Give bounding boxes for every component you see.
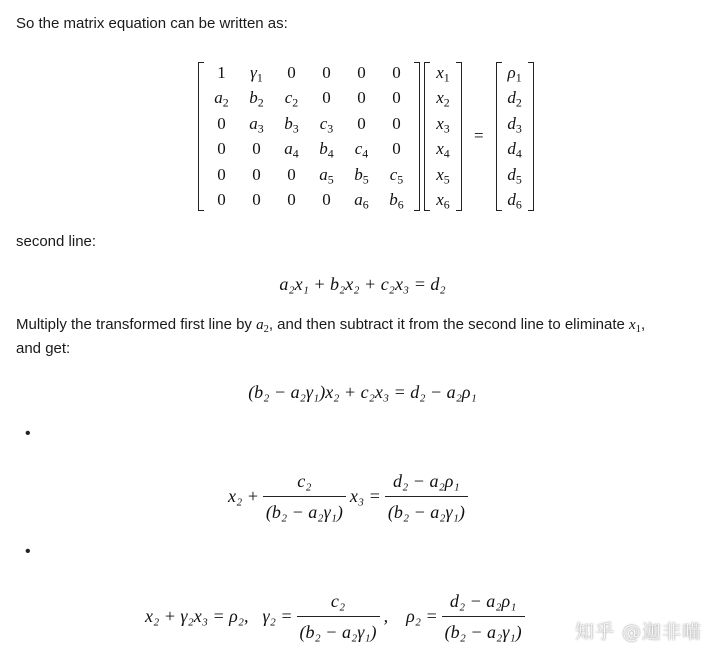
matrix-cell: 0 [322,62,331,82]
matrix-cell: $x_2$ [436,88,450,110]
matrix-cell: $d_6$ [507,190,522,212]
matrix-cell: 0 [287,190,296,209]
matrix-cell: $\gamma_1$ [250,62,263,85]
matrix-cell: $c_3$ [319,113,334,136]
fraction-rho2: $\frac{\text{d₂ − a₂ρ₁}}{\text{(b₂ − a₂γ₁)}}$ [442,590,525,643]
zhihu-watermark: 知乎 @迦非喵 [575,621,703,643]
matrix-cell: $d_4$ [507,139,522,161]
second-line-label: second line: [16,233,97,250]
normalized-equation: x₂ + $\frac{\text{c₂}}{\text{(b₂ − a₂γ₁)}}$ x₃ = $\frac{\text{d₂ − a₂ρ₁}}{\text{(b₂ − a₂γ₁)}}$ [228,470,472,523]
matrix-cell: 0 [287,62,296,82]
matrix-cell: 1 [217,62,226,82]
matrix-cell: $b_4$ [319,139,334,161]
final-equation: x₂ + γ₂x₃ = ρ₂, γ₂ = $\frac{\text{c₂}}{\text{(b₂ − a₂γ₁)}}$ , ρ₂ = $\frac{\text{d₂ − a₂ρ₁}}{\text{(b₂ − a₂γ₁)}}$ [145,590,529,643]
matrix-cell: 0 [252,190,261,209]
matrix-cell: 0 [217,113,226,133]
matrix-cell: $a_2$ [214,88,229,110]
var-x1: $x_1$ [629,317,641,336]
fraction-rhs: $\frac{\text{d₂ − a₂ρ₁}}{\text{(b₂ − a₂γ₁)}}$ [385,470,468,523]
matrix-cell: $a_4$ [284,139,299,161]
matrix-cell: $d_5$ [507,164,522,187]
fraction-c2: $\frac{\text{c₂}}{\text{(b₂ − a₂γ₁)}}$ [263,470,346,523]
matrix-cell: $x_1$ [436,62,450,85]
multiply-prefix: Multiply the transformed first line by [16,316,257,333]
matrix-cell: $a_5$ [319,164,334,187]
matrix-cell: $b_5$ [354,164,369,187]
matrix-cell: 0 [322,88,331,107]
bullet-1: • [25,425,31,442]
matrix-cell: $d_2$ [507,88,522,110]
equals-sign: = [474,126,484,145]
matrix-cell: $b_6$ [389,190,404,212]
matrix-cell: $a_6$ [354,190,369,212]
matrix-cell: 0 [287,164,296,184]
matrix-cell: $b_3$ [284,113,299,136]
rhs-vector [496,60,534,213]
second-line-equation: a₂x₁ + b₂x₂ + c₂x₃ = d₂ [279,274,446,294]
matrix-cell: $x_5$ [436,164,450,187]
coefficient-matrix [198,60,420,213]
matrix-cell: 0 [217,190,226,209]
matrix-cell: 0 [392,88,401,107]
matrix-cell: 0 [252,164,261,184]
matrix-cell: $c_5$ [389,164,404,187]
matrix-cell: 0 [217,164,226,184]
matrix-cell: $x_4$ [436,139,450,161]
matrix-cell: 0 [357,62,366,82]
var-a2: $a_2$ [256,317,269,336]
and-get-text: and get: [16,340,71,357]
matrix-cell: 0 [252,139,261,158]
unknown-vector [424,60,462,213]
matrix-equation [196,58,536,214]
matrix-cell: 0 [322,190,331,209]
bullet-2: • [25,543,31,560]
matrix-cell: $a_3$ [249,113,264,136]
matrix-cell: 0 [392,113,401,133]
multiply-paragraph: Multiply the transformed first line by $a_2$, and then subtract it from the second line to eliminate $x_1$, and get: [16,316,646,357]
matrix-cell: $\rho_1$ [507,62,522,85]
matrix-cell: $c_2$ [284,88,299,110]
matrix-cell: 0 [217,139,226,158]
matrix-cell: $d_3$ [507,113,522,136]
matrix-cell: $x_6$ [436,190,450,212]
fraction-gamma2: $\frac{\text{c₂}}{\text{(b₂ − a₂γ₁)}}$ [297,590,380,643]
matrix-cell: $c_4$ [354,139,369,161]
matrix-cell: 0 [392,62,401,82]
matrix-cell: $x_3$ [436,113,450,136]
multiply-middle: , and then subtract it from the second line to eliminate [268,316,630,333]
eliminated-equation: (b₂ − a₂γ₁)x₂ + c₂x₃ = d₂ − a₂ρ₁ [248,382,477,402]
matrix-cell: 0 [357,113,366,133]
matrix-cell: $b_2$ [249,88,264,110]
matrix-cell: 0 [392,139,401,158]
matrix-cell: 0 [357,88,366,107]
intro-text: So the matrix equation can be written as: [16,15,288,32]
